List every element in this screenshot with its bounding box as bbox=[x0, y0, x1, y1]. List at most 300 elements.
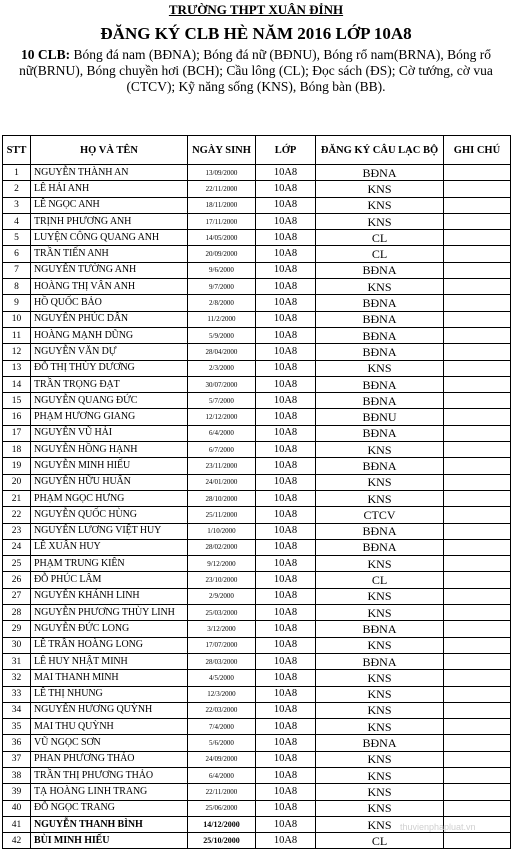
cell-name: LÊ NGỌC ANH bbox=[31, 197, 188, 213]
cell-club: BĐNA bbox=[316, 653, 444, 669]
table-row bbox=[3, 784, 511, 800]
cell-dob: 25/06/2000 bbox=[188, 800, 256, 816]
page-title: ĐĂNG KÝ CLB HÈ NĂM 2016 LỚP 10A8 bbox=[100, 24, 412, 43]
cell-stt: 15 bbox=[3, 393, 31, 409]
cell-note bbox=[444, 360, 511, 376]
cell-dob: 24/09/2000 bbox=[188, 751, 256, 767]
cell-name: HOÀNG THỊ VÂN ANH bbox=[31, 279, 188, 295]
table-row bbox=[3, 572, 511, 588]
table-row bbox=[3, 181, 511, 197]
cell-stt: 24 bbox=[3, 539, 31, 555]
cell-dob: 3/12/2000 bbox=[188, 621, 256, 637]
cell-name: LUYỆN CÔNG QUANG ANH bbox=[31, 230, 188, 246]
cell-class: 10A8 bbox=[256, 360, 316, 376]
cell-name: HOÀNG MẠNH DŨNG bbox=[31, 327, 188, 343]
cell-club: KNS bbox=[316, 181, 444, 197]
clubs-label: 10 CLB: bbox=[20, 47, 71, 62]
cell-name: NGUYỄN PHÚC DÂN bbox=[31, 311, 188, 327]
cell-stt: 13 bbox=[3, 360, 31, 376]
cell-club: KNS bbox=[316, 686, 444, 702]
cell-class: 10A8 bbox=[256, 751, 316, 767]
cell-note bbox=[444, 458, 511, 474]
cell-dob: 6/7/2000 bbox=[188, 442, 256, 458]
cell-club: CTCV bbox=[316, 507, 444, 523]
cell-class: 10A8 bbox=[256, 376, 316, 392]
cell-name: HỒ QUỐC BẢO bbox=[31, 295, 188, 311]
cell-dob: 5/7/2000 bbox=[188, 393, 256, 409]
cell-dob: 23/11/2000 bbox=[188, 458, 256, 474]
table-row bbox=[3, 295, 511, 311]
header-club: ĐĂNG KÝ CÂU LẠC BỘ bbox=[316, 136, 444, 165]
cell-stt: 23 bbox=[3, 523, 31, 539]
cell-club: KNS bbox=[316, 816, 444, 832]
cell-club: KNS bbox=[316, 751, 444, 767]
cell-note bbox=[444, 735, 511, 751]
cell-note bbox=[444, 719, 511, 735]
cell-note bbox=[444, 344, 511, 360]
cell-class: 10A8 bbox=[256, 344, 316, 360]
cell-class: 10A8 bbox=[256, 670, 316, 686]
cell-club: BĐNA bbox=[316, 539, 444, 555]
cell-dob: 24/01/2000 bbox=[188, 474, 256, 490]
cell-club: BĐNA bbox=[316, 621, 444, 637]
cell-club: BĐNA bbox=[316, 295, 444, 311]
table-row bbox=[3, 637, 511, 653]
cell-stt: 22 bbox=[3, 507, 31, 523]
cell-dob: 17/11/2000 bbox=[188, 213, 256, 229]
cell-note bbox=[444, 425, 511, 441]
cell-class: 10A8 bbox=[256, 621, 316, 637]
table-row bbox=[3, 442, 511, 458]
cell-club: BĐNA bbox=[316, 327, 444, 343]
cell-club: CL bbox=[316, 572, 444, 588]
cell-stt: 39 bbox=[3, 784, 31, 800]
cell-note bbox=[444, 605, 511, 621]
cell-club: KNS bbox=[316, 490, 444, 506]
cell-club: KNS bbox=[316, 784, 444, 800]
cell-note bbox=[444, 295, 511, 311]
table-header-row bbox=[3, 136, 511, 165]
cell-class: 10A8 bbox=[256, 523, 316, 539]
cell-class: 10A8 bbox=[256, 490, 316, 506]
cell-stt: 19 bbox=[3, 458, 31, 474]
cell-class: 10A8 bbox=[256, 539, 316, 555]
table-row bbox=[3, 376, 511, 392]
cell-name: LÊ HẢI ANH bbox=[31, 181, 188, 197]
table-row bbox=[3, 702, 511, 718]
cell-name: NGUYỄN HỮU HUẤN bbox=[31, 474, 188, 490]
cell-club: KNS bbox=[316, 588, 444, 604]
cell-class: 10A8 bbox=[256, 507, 316, 523]
table-row bbox=[3, 588, 511, 604]
cell-club: BĐNA bbox=[316, 393, 444, 409]
cell-stt: 28 bbox=[3, 605, 31, 621]
cell-club: KNS bbox=[316, 197, 444, 213]
cell-class: 10A8 bbox=[256, 425, 316, 441]
cell-note bbox=[444, 393, 511, 409]
cell-club: BĐNA bbox=[316, 735, 444, 751]
cell-dob: 25/10/2000 bbox=[188, 833, 256, 849]
cell-stt: 36 bbox=[3, 735, 31, 751]
cell-class: 10A8 bbox=[256, 784, 316, 800]
cell-name: NGUYỄN ĐỨC LONG bbox=[31, 621, 188, 637]
cell-name: NGUYỄN KHÁNH LINH bbox=[31, 588, 188, 604]
cell-stt: 30 bbox=[3, 637, 31, 653]
cell-dob: 20/09/2000 bbox=[188, 246, 256, 262]
cell-note bbox=[444, 800, 511, 816]
cell-class: 10A8 bbox=[256, 327, 316, 343]
cell-stt: 4 bbox=[3, 213, 31, 229]
table-row bbox=[3, 653, 511, 669]
cell-note bbox=[444, 686, 511, 702]
cell-class: 10A8 bbox=[256, 230, 316, 246]
cell-class: 10A8 bbox=[256, 719, 316, 735]
cell-class: 10A8 bbox=[256, 442, 316, 458]
cell-dob: 1/10/2000 bbox=[188, 523, 256, 539]
cell-dob: 14/05/2000 bbox=[188, 230, 256, 246]
cell-name: NGUYỄN THANH BÌNH bbox=[31, 816, 188, 832]
school-name: TRƯỜNG THPT XUÂN ĐỈNH bbox=[168, 2, 344, 17]
cell-stt: 8 bbox=[3, 279, 31, 295]
cell-name: NGUYỄN HỒNG HẠNH bbox=[31, 442, 188, 458]
cell-dob: 6/4/2000 bbox=[188, 767, 256, 783]
table-row bbox=[3, 833, 511, 849]
table-row bbox=[3, 246, 511, 262]
cell-note bbox=[444, 572, 511, 588]
cell-dob: 17/07/2000 bbox=[188, 637, 256, 653]
cell-dob: 2/9/2000 bbox=[188, 588, 256, 604]
cell-name: TRỊNH PHƯƠNG ANH bbox=[31, 213, 188, 229]
table-row bbox=[3, 458, 511, 474]
cell-name: NGUYỄN HƯƠNG QUỲNH bbox=[31, 702, 188, 718]
cell-dob: 14/12/2000 bbox=[188, 816, 256, 832]
cell-dob: 4/5/2000 bbox=[188, 670, 256, 686]
cell-club: KNS bbox=[316, 800, 444, 816]
cell-name: ĐỖ THỊ THÙY DƯƠNG bbox=[31, 360, 188, 376]
cell-club: KNS bbox=[316, 279, 444, 295]
cell-dob: 25/03/2000 bbox=[188, 605, 256, 621]
cell-stt: 2 bbox=[3, 181, 31, 197]
table-row bbox=[3, 605, 511, 621]
table-row bbox=[3, 490, 511, 506]
table-row bbox=[3, 311, 511, 327]
cell-class: 10A8 bbox=[256, 262, 316, 278]
cell-class: 10A8 bbox=[256, 605, 316, 621]
table-row bbox=[3, 767, 511, 783]
cell-note bbox=[444, 246, 511, 262]
cell-name: ĐỖ PHÚC LÂM bbox=[31, 572, 188, 588]
cell-stt: 5 bbox=[3, 230, 31, 246]
cell-club: KNS bbox=[316, 719, 444, 735]
header-stt: STT bbox=[3, 136, 31, 165]
cell-dob: 30/07/2000 bbox=[188, 376, 256, 392]
cell-dob: 28/10/2000 bbox=[188, 490, 256, 506]
cell-class: 10A8 bbox=[256, 588, 316, 604]
cell-class: 10A8 bbox=[256, 816, 316, 832]
cell-dob: 28/04/2000 bbox=[188, 344, 256, 360]
cell-dob: 25/11/2000 bbox=[188, 507, 256, 523]
cell-dob: 6/4/2000 bbox=[188, 425, 256, 441]
cell-class: 10A8 bbox=[256, 458, 316, 474]
cell-class: 10A8 bbox=[256, 295, 316, 311]
cell-note bbox=[444, 490, 511, 506]
cell-stt: 18 bbox=[3, 442, 31, 458]
cell-note bbox=[444, 588, 511, 604]
cell-name: PHẠM NGỌC HƯNG bbox=[31, 490, 188, 506]
table-body bbox=[3, 165, 511, 849]
cell-name: NGUYỄN LƯƠNG VIỆT HUY bbox=[31, 523, 188, 539]
cell-class: 10A8 bbox=[256, 246, 316, 262]
cell-class: 10A8 bbox=[256, 833, 316, 849]
header-class: LỚP bbox=[256, 136, 316, 165]
cell-dob: 11/2/2000 bbox=[188, 311, 256, 327]
cell-class: 10A8 bbox=[256, 311, 316, 327]
cell-note bbox=[444, 165, 511, 181]
cell-class: 10A8 bbox=[256, 197, 316, 213]
table-row bbox=[3, 213, 511, 229]
cell-note bbox=[444, 637, 511, 653]
table-row bbox=[3, 360, 511, 376]
cell-dob: 2/3/2000 bbox=[188, 360, 256, 376]
cell-dob: 5/6/2000 bbox=[188, 735, 256, 751]
cell-note bbox=[444, 670, 511, 686]
cell-name: PHAN PHƯƠNG THẢO bbox=[31, 751, 188, 767]
cell-club: KNS bbox=[316, 605, 444, 621]
table-row bbox=[3, 262, 511, 278]
cell-dob: 22/11/2000 bbox=[188, 181, 256, 197]
cell-stt: 16 bbox=[3, 409, 31, 425]
cell-club: BĐNA bbox=[316, 458, 444, 474]
cell-club: CL bbox=[316, 833, 444, 849]
cell-note bbox=[444, 181, 511, 197]
cell-dob: 22/03/2000 bbox=[188, 702, 256, 718]
cell-class: 10A8 bbox=[256, 653, 316, 669]
cell-class: 10A8 bbox=[256, 165, 316, 181]
cell-class: 10A8 bbox=[256, 572, 316, 588]
cell-name: NGUYỄN MINH HIẾU bbox=[31, 458, 188, 474]
table-row bbox=[3, 425, 511, 441]
cell-name: NGUYỄN THÀNH AN bbox=[31, 165, 188, 181]
table-row bbox=[3, 556, 511, 572]
cell-note bbox=[444, 376, 511, 392]
table-row bbox=[3, 523, 511, 539]
cell-club: BĐNA bbox=[316, 425, 444, 441]
cell-stt: 29 bbox=[3, 621, 31, 637]
cell-club: BĐNA bbox=[316, 262, 444, 278]
cell-dob: 28/03/2000 bbox=[188, 653, 256, 669]
cell-dob: 9/12/2000 bbox=[188, 556, 256, 572]
cell-note bbox=[444, 523, 511, 539]
cell-stt: 35 bbox=[3, 719, 31, 735]
cell-stt: 27 bbox=[3, 588, 31, 604]
club-description bbox=[6, 47, 506, 95]
cell-club: KNS bbox=[316, 637, 444, 653]
table-row bbox=[3, 165, 511, 181]
cell-dob: 28/02/2000 bbox=[188, 539, 256, 555]
cell-club: KNS bbox=[316, 767, 444, 783]
cell-club: BĐNA bbox=[316, 165, 444, 181]
table-row bbox=[3, 800, 511, 816]
cell-note bbox=[444, 621, 511, 637]
registration-table bbox=[2, 135, 511, 849]
cell-club: KNS bbox=[316, 474, 444, 490]
header-dob: NGÀY SINH bbox=[188, 136, 256, 165]
table-row bbox=[3, 393, 511, 409]
table-row bbox=[3, 197, 511, 213]
table-row bbox=[3, 474, 511, 490]
cell-club: CL bbox=[316, 246, 444, 262]
cell-note bbox=[444, 262, 511, 278]
cell-stt: 40 bbox=[3, 800, 31, 816]
cell-class: 10A8 bbox=[256, 686, 316, 702]
cell-club: KNS bbox=[316, 360, 444, 376]
table-row bbox=[3, 735, 511, 751]
cell-dob: 9/7/2000 bbox=[188, 279, 256, 295]
table-row bbox=[3, 670, 511, 686]
cell-club: BĐNA bbox=[316, 344, 444, 360]
cell-class: 10A8 bbox=[256, 213, 316, 229]
cell-note bbox=[444, 507, 511, 523]
cell-name: MAI THU QUỲNH bbox=[31, 719, 188, 735]
cell-dob: 2/8/2000 bbox=[188, 295, 256, 311]
cell-note bbox=[444, 230, 511, 246]
cell-stt: 25 bbox=[3, 556, 31, 572]
cell-note bbox=[444, 833, 511, 849]
cell-note bbox=[444, 279, 511, 295]
table-row bbox=[3, 719, 511, 735]
table-row bbox=[3, 507, 511, 523]
cell-dob: 5/9/2000 bbox=[188, 327, 256, 343]
cell-class: 10A8 bbox=[256, 393, 316, 409]
cell-name: BÙI MINH HIẾU bbox=[31, 833, 188, 849]
table-row bbox=[3, 751, 511, 767]
cell-club: BĐNA bbox=[316, 311, 444, 327]
table-row bbox=[3, 686, 511, 702]
cell-note bbox=[444, 474, 511, 490]
cell-dob: 13/09/2000 bbox=[188, 165, 256, 181]
cell-name: TRẦN TRỌNG ĐẠT bbox=[31, 376, 188, 392]
cell-class: 10A8 bbox=[256, 767, 316, 783]
cell-name: PHẠM TRUNG KIÊN bbox=[31, 556, 188, 572]
cell-note bbox=[444, 327, 511, 343]
cell-note bbox=[444, 442, 511, 458]
cell-stt: 42 bbox=[3, 833, 31, 849]
cell-dob: 12/12/2000 bbox=[188, 409, 256, 425]
cell-note bbox=[444, 213, 511, 229]
cell-note bbox=[444, 653, 511, 669]
cell-class: 10A8 bbox=[256, 279, 316, 295]
cell-name: NGUYỄN TƯỜNG ANH bbox=[31, 262, 188, 278]
cell-note bbox=[444, 751, 511, 767]
cell-name: NGUYỄN QUANG ĐỨC bbox=[31, 393, 188, 409]
cell-club: KNS bbox=[316, 702, 444, 718]
cell-name: LÊ XUÂN HUY bbox=[31, 539, 188, 555]
cell-name: NGUYỄN VĂN DỰ bbox=[31, 344, 188, 360]
cell-note bbox=[444, 539, 511, 555]
cell-name: TẠ HOÀNG LINH TRANG bbox=[31, 784, 188, 800]
cell-club: BĐNA bbox=[316, 523, 444, 539]
cell-stt: 10 bbox=[3, 311, 31, 327]
table-row bbox=[3, 539, 511, 555]
cell-name: NGUYỄN PHƯƠNG THÙY LINH bbox=[31, 605, 188, 621]
table-row bbox=[3, 621, 511, 637]
cell-name: NGUYỄN QUỐC HÙNG bbox=[31, 507, 188, 523]
cell-club: BĐNA bbox=[316, 376, 444, 392]
cell-class: 10A8 bbox=[256, 702, 316, 718]
table-row bbox=[3, 327, 511, 343]
cell-stt: 12 bbox=[3, 344, 31, 360]
cell-stt: 34 bbox=[3, 702, 31, 718]
cell-name: NGUYỄN VŨ HẢI bbox=[31, 425, 188, 441]
cell-stt: 41 bbox=[3, 816, 31, 832]
header-name: HỌ VÀ TÊN bbox=[31, 136, 188, 165]
header-note: GHI CHÚ bbox=[444, 136, 511, 165]
table-row bbox=[3, 344, 511, 360]
cell-club: CL bbox=[316, 230, 444, 246]
cell-stt: 7 bbox=[3, 262, 31, 278]
table-row bbox=[3, 230, 511, 246]
cell-stt: 6 bbox=[3, 246, 31, 262]
cell-club: KNS bbox=[316, 442, 444, 458]
cell-stt: 21 bbox=[3, 490, 31, 506]
table-row bbox=[3, 279, 511, 295]
cell-stt: 17 bbox=[3, 425, 31, 441]
cell-name: MAI THANH MINH bbox=[31, 670, 188, 686]
cell-class: 10A8 bbox=[256, 181, 316, 197]
cell-class: 10A8 bbox=[256, 637, 316, 653]
cell-class: 10A8 bbox=[256, 409, 316, 425]
cell-stt: 32 bbox=[3, 670, 31, 686]
cell-stt: 9 bbox=[3, 295, 31, 311]
cell-class: 10A8 bbox=[256, 735, 316, 751]
cell-dob: 9/6/2000 bbox=[188, 262, 256, 278]
cell-name: LÊ TRẦN HOÀNG LONG bbox=[31, 637, 188, 653]
cell-stt: 3 bbox=[3, 197, 31, 213]
cell-class: 10A8 bbox=[256, 556, 316, 572]
cell-note bbox=[444, 311, 511, 327]
cell-dob: 23/10/2000 bbox=[188, 572, 256, 588]
cell-stt: 31 bbox=[3, 653, 31, 669]
cell-stt: 11 bbox=[3, 327, 31, 343]
table-row bbox=[3, 409, 511, 425]
cell-class: 10A8 bbox=[256, 474, 316, 490]
cell-name: LÊ THỊ NHUNG bbox=[31, 686, 188, 702]
cell-name: TRẦN TIẾN ANH bbox=[31, 246, 188, 262]
cell-name: PHẠM HƯƠNG GIANG bbox=[31, 409, 188, 425]
cell-note bbox=[444, 702, 511, 718]
cell-stt: 20 bbox=[3, 474, 31, 490]
cell-name: VŨ NGỌC SƠN bbox=[31, 735, 188, 751]
cell-note bbox=[444, 767, 511, 783]
cell-club: KNS bbox=[316, 556, 444, 572]
cell-name: TRẦN THỊ PHƯƠNG THẢO bbox=[31, 767, 188, 783]
cell-stt: 38 bbox=[3, 767, 31, 783]
cell-dob: 22/11/2000 bbox=[188, 784, 256, 800]
cell-name: LÊ HUY NHẬT MINH bbox=[31, 653, 188, 669]
cell-dob: 7/4/2000 bbox=[188, 719, 256, 735]
cell-club: KNS bbox=[316, 213, 444, 229]
cell-dob: 12/3/2000 bbox=[188, 686, 256, 702]
cell-stt: 26 bbox=[3, 572, 31, 588]
cell-club: KNS bbox=[316, 670, 444, 686]
cell-note bbox=[444, 409, 511, 425]
cell-class: 10A8 bbox=[256, 800, 316, 816]
clubs-text: Bóng đá nam (BĐNA); Bóng đá nữ (BĐNU), Bóng rổ nam(BRNA), Bóng rổ nữ(BRNU), Bóng chuyền hơi (BCH); Cầu lông (CL); Đọc sách (ĐS); Cờ tướng, cờ vua (CTCV); Kỹ năng sống (KNS), Bóng bàn (BB). bbox=[19, 47, 493, 94]
cell-stt: 37 bbox=[3, 751, 31, 767]
cell-note bbox=[444, 197, 511, 213]
cell-stt: 1 bbox=[3, 165, 31, 181]
cell-stt: 14 bbox=[3, 376, 31, 392]
